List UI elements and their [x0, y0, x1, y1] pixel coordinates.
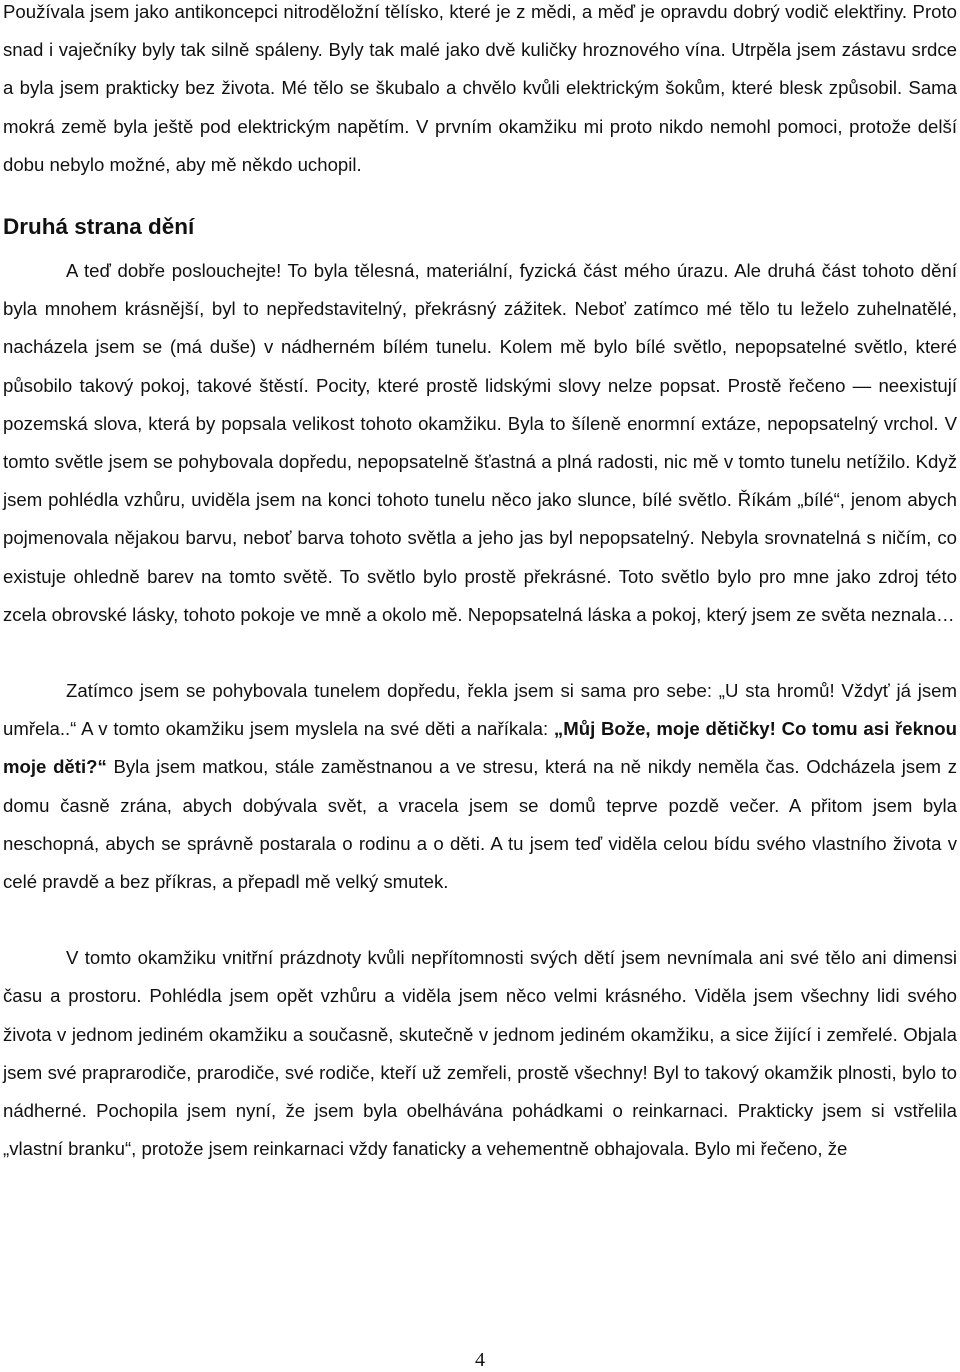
- paragraph-tunnel: [3, 672, 957, 901]
- page-number: 4: [475, 1349, 485, 1371]
- paragraph-tunnel-exclamation: „Můj Bože, moje dětičky! Co tomu asi řeknou moje děti?“: [3, 718, 957, 778]
- paragraph-tunnel-end: Byla jsem matkou, stále zaměstnanou a ve stresu, která na ně nikdy neměla čas. Odcházela jsem z domu časně zrána, abych dobývala svět, a vracela jsem se domů teprve pozdě večer. A přitom jsem byla neschopná, abych se správně postarala o rodinu a o děti. A tu jsem teď viděla celou bídu svého vlastního života v celé pravdě a bez příkras, a přepadl mě velký smutek.: [3, 756, 957, 893]
- paragraph-emptiness: V tomto okamžiku vnitřní prázdnoty kvůli nepřítomnosti svých dětí jsem nevnímala ani své tělo ani dimensi času a prostoru. Pohlédla jsem opět vzhůru a viděla jsem něco velmi krásného. Viděla jsem všechny lidi svého života v jednom jediném okamžiku a současně, skutečně v jednom jediném okamžiku, a sice žijící i zemřelé. Objala jsem své praprarodiče, prarodiče, své rodiče, kteří už zemřeli, prostě všechny! Byl to takový okamžik plnosti, bylo to nádherné. Pochopila jsem nyní, že jsem byla obelhávána pohádkami o reinkarnaci. Prakticky jsem si vstřelila „vlastní branku“, protože jsem reinkarnaci vždy fanaticky a vehementně obhajovala. Bylo mi řečeno, že: [3, 947, 957, 1160]
- paragraph-intro: Používala jsem jako antikoncepci nitroděložní tělísko, které je z mědi, a měď je opravdu dobrý vodič elektřiny. Proto snad i vaječníky byly tak silně spáleny. Byly tak malé jako dvě kuličky hroznového vína. Utrpěla jsem zástavu srdce a byla jsem prakticky bez života. Mé tělo se škubalo a chvělo kvůli elektrickým šokům, které blesk způsobil. Sama mokrá země byla ještě pod elektrickým napětím. V prvním okamžiku mi proto nikdo nemohl pomoci, protože delší dobu nebylo možné, aby mě někdo uchopil.: [3, 1, 957, 175]
- paragraph-second-side: A teď dobře poslouchejte! To byla tělesná, materiální, fyzická část mého úrazu. Ale druhá část tohoto dění byla mnohem krásnější, byl to nepředstavitelný, překrásný zážitek. Neboť zatímco mé tělo tu leželo zuhelnatělé, nacházela jsem se (má duše) v nádherném bílém tunelu. Kolem mě bylo bílé světlo, nepopsatelné světlo, které působilo takový pokoj, takové štěstí. Pocity, které prostě lidskými slovy nelze popsat. Prostě řečeno — neexistují pozemská slova, která by popsala velikost tohoto okamžiku. Byla to šíleně enormní extáze, nepopsatelný vrchol. V tomto světle jsem se pohybovala dopředu, nepopsatelně šťastná a plná radosti, nic mě v tomto tunelu netížilo. Když jsem pohlédla vzhůru, uviděla jsem na konci tohoto tunelu něco jako slunce, bílé světlo. Říkám „bílé“, jenom abych pojmenovala nějakou barvu, neboť barva tohoto světla a jeho jas byl nepopsatelný. Nebyla srovnatelná s ničím, co existuje ohledně barev na tomto světě. To světlo bylo prostě překrásné. Toto světlo bylo pro mne jako zdroj této zcela obrovské lásky, tohoto pokoje ve mně a okolo mě. Nepopsatelná láska a pokoj, který jsem ze světa neznala…: [3, 260, 957, 625]
- document-page: [3, 0, 957, 1168]
- section-heading: Druhá strana dění: [3, 214, 195, 240]
- paragraph-tunnel-start: Zatímco jsem se pohybovala tunelem dopředu, řekla jsem si sama pro sebe: „U sta hromů! Vždyť já jsem umřela..“ A v tomto okamžiku jsem myslela na své děti a naříkala:: [3, 680, 957, 740]
